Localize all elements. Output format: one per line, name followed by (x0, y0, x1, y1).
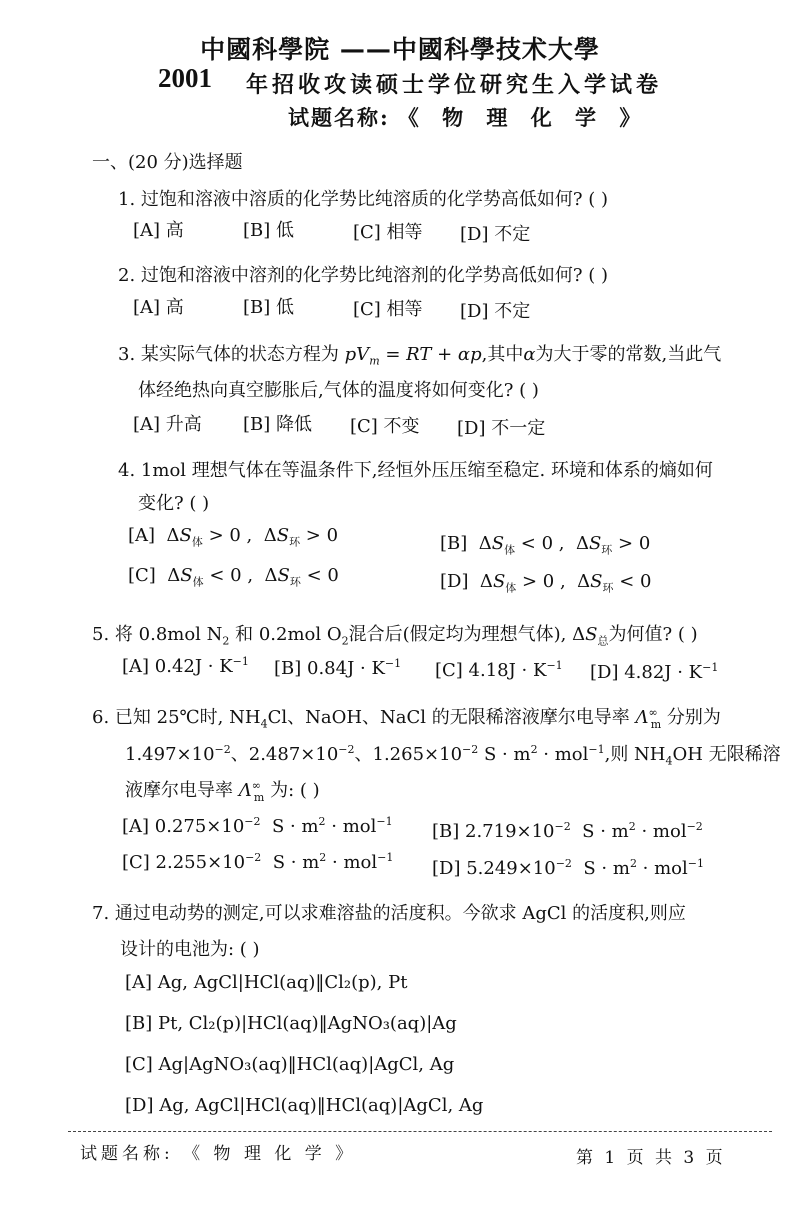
equation-of-state: $pV_m$ = RT + αp (344, 344, 482, 368)
option-a: [A] $0.42J \cdot K^{-1}$ (122, 655, 249, 677)
option-b: [B] $0.84J \cdot K^{-1}$ (274, 657, 402, 679)
question-text: 1mol 理想气体在等温条件下,经恒外压压缩至稳定. 环境和体系的熵如何 (140, 460, 713, 481)
question-number: 2. (118, 265, 136, 286)
question-2 (118, 261, 608, 287)
option-b: [B] $\Delta S_体 < 0$ , $\Delta S_环 > 0$ (440, 533, 651, 557)
option-c: [C] Ag|AgNO₃(aq)‖HCl(aq)|AgCl, Ag (125, 1054, 455, 1075)
option-a: [A] Ag, AgCl|HCl(aq)‖Cl₂(p), Pt (125, 972, 408, 993)
option-b: [B] 降低 (243, 414, 312, 435)
option-d: [D] $5.249\times 10^{-2}$ $S \cdot m^2 \cdot mol^{-1}$ (432, 857, 704, 879)
footer-subject: 试题名称: 《 物 理 化 学 》 (80, 1144, 357, 1164)
exam-year: 2001 (158, 63, 212, 93)
question-6: 6. 已知 25℃时, $NH_4Cl$、NaOH、NaCl 的无限稀溶液摩尔电导率 $\Lambda^\infty_m$ 分别为 (92, 706, 721, 731)
question-7-line-2: 设计的电池为: ( ) (120, 939, 260, 960)
option-d: [D] 不定 (460, 301, 531, 322)
option-c: [C] 相等 (353, 299, 423, 320)
option-d: [D] 不定 (460, 224, 531, 245)
option-d: [D] Ag, AgCl|HCl(aq)‖HCl(aq)|AgCl, Ag (125, 1095, 484, 1116)
question-text: 过饱和溶液中溶质的化学势比纯溶质的化学势高低如何? ( ) (140, 189, 609, 210)
question-number: 1. (118, 189, 136, 210)
option-d: [D] $\Delta S_体 > 0$ , $\Delta S_环 < 0$ (440, 571, 652, 595)
option-d: [D] $4.82J \cdot K^{-1}$ (590, 661, 719, 683)
question-number: 3. (118, 344, 136, 365)
section-title: 一、(20 分)选择题 (92, 152, 243, 173)
question-1 (118, 185, 608, 211)
question-6-line-3: 液摩尔电导率 $\Lambda^\infty_m$ 为: ( ) (125, 779, 320, 804)
question-text: 某实际气体的状态方程为 (140, 344, 345, 365)
footer-page-number: 第 1 页 共 3 页 (576, 1148, 726, 1168)
subject-heading (288, 102, 648, 132)
question-text: 通过电动势的测定,可以求难溶盐的活度积。今欲求 AgCl 的活度积,则应 (114, 903, 686, 924)
option-a: [A] $\Delta S_体 > 0$ , $\Delta S_环 > 0$ (128, 525, 339, 549)
question-7 (92, 899, 686, 925)
subject-name: 《 物 理 化 学 》 (397, 105, 649, 130)
question-3: 3. 某实际气体的状态方程为 $pV_m$ = RT + αp,其中α为大于零的常数,当此气 (118, 344, 722, 368)
question-number: 5. (92, 624, 110, 645)
option-b: [B] 低 (243, 220, 294, 241)
question-5: 5. 将 0.8mol $N_2$ 和 0.2mol $O_2$混合后(假定均为理想气体), $\Delta S_总$为何值? ( ) (92, 624, 698, 648)
option-c: [C] 相等 (353, 222, 423, 243)
option-a: [A] 高 (133, 220, 184, 241)
question-number: 4. (118, 460, 136, 481)
question-4-line-2: 变化? ( ) (138, 493, 210, 514)
option-c: [C] 不变 (350, 416, 420, 437)
footer-divider (68, 1131, 772, 1132)
question-4 (118, 456, 713, 482)
option-c: [C] $2.255\times 10^{-2}$ $S \cdot m^2 \cdot mol^{-1}$ (122, 851, 394, 873)
alpha-symbol: α (523, 344, 536, 365)
option-a: [A] 高 (133, 297, 184, 318)
option-c: [C] $4.18J \cdot K^{-1}$ (435, 659, 563, 681)
option-a: [A] $0.275\times 10^{-2}$ $S \cdot m^2 \cdot mol^{-1}$ (122, 815, 393, 837)
option-a: [A] 升高 (133, 414, 202, 435)
option-b: [B] Pt, Cl₂(p)|HCl(aq)‖AgNO₃(aq)|Ag (125, 1013, 457, 1034)
subject-label: 试题名称: (288, 105, 390, 130)
question-number: 6. (92, 707, 110, 728)
option-b: [B] $2.719\times 10^{-2}$ $S \cdot m^2 \cdot mol^{-2}$ (432, 820, 703, 842)
question-number: 7. (92, 903, 110, 924)
exam-header-title: 年招收攻读硕士学位研究生入学试卷 (246, 72, 663, 98)
option-d: [D] 不一定 (457, 418, 546, 439)
option-c: [C] $\Delta S_体 < 0$ , $\Delta S_环 < 0$ (128, 565, 339, 589)
question-6-line-2: $1.497\times 10^{-2}$、$2.487\times 10^{-2}$、$1.265\times 10^{-2}$ $S \cdot m^2 \cdot mol^{-1}$,则 $NH_4OH$ 无限稀溶 (125, 743, 781, 768)
exam-header-institutions: 中國科學院 ——中國科學技术大學 (200, 35, 600, 64)
question-3-line-2: 体经绝热向真空膨胀后,气体的温度将如何变化? ( ) (138, 380, 539, 401)
question-text: 过饱和溶液中溶剂的化学势比纯溶剂的化学势高低如何? ( ) (140, 265, 609, 286)
option-b: [B] 低 (243, 297, 294, 318)
